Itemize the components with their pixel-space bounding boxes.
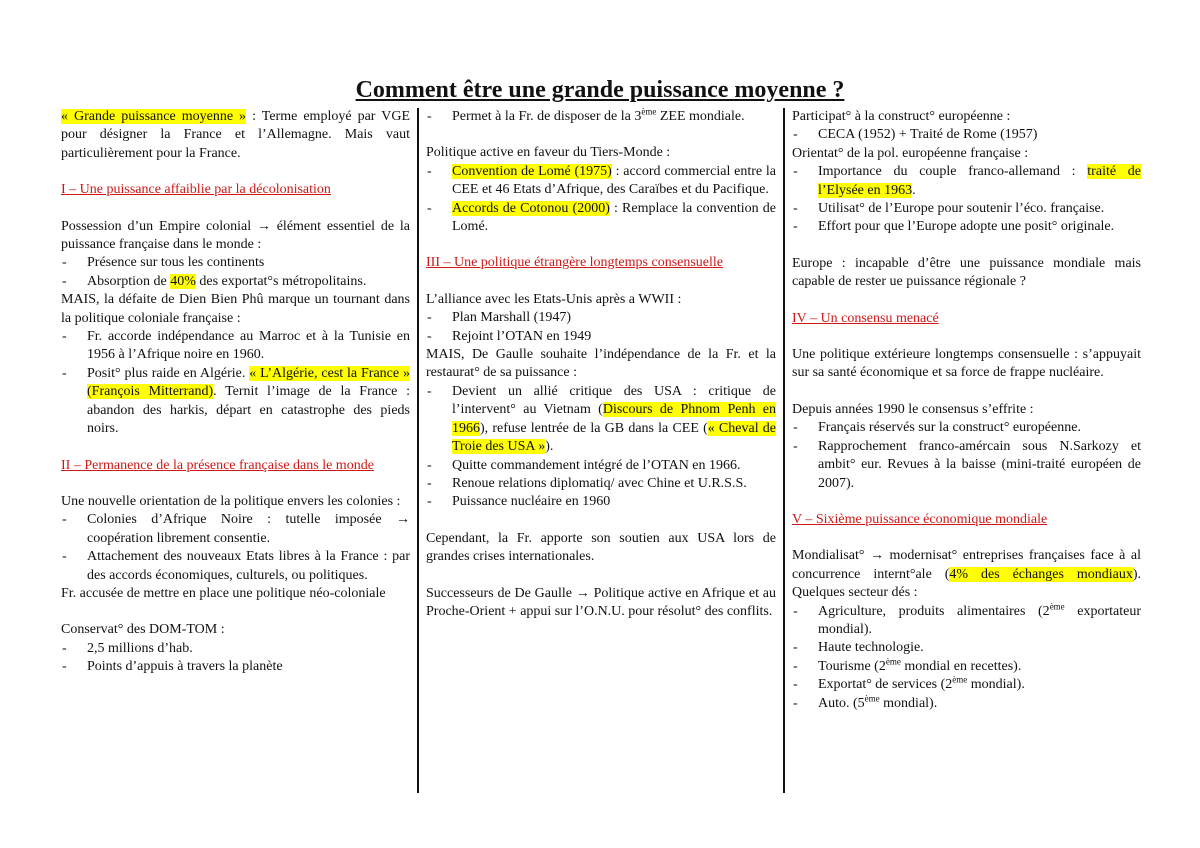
list-item: - Présence sur tous les continents [62, 255, 265, 271]
highlight-cheval-de-troie: « Cheval de Troie des USA » [452, 420, 776, 455]
list-item: - Plan Marshall (1947) [427, 310, 571, 326]
list-item: - Attachement des nouveaux Etats libres à la France : par des accords économiques, culturels, ou politiques. [62, 549, 410, 583]
list-item: - Haute technologie. [793, 640, 924, 656]
list-tiers-monde [426, 163, 776, 237]
list-item: - Tourisme (2ème mondial en recettes). [793, 656, 1022, 674]
section-heading-4: IV – Un consensu menacé [792, 310, 939, 326]
list-item: - 2,5 millions d’hab. [62, 640, 193, 656]
list-zee [426, 108, 776, 126]
highlight-echanges: 4% des échanges mondiaux [949, 566, 1133, 582]
list-item: - Permet à la Fr. de disposer de la 3ème ZEE mondiale. [427, 106, 745, 124]
list-item: - Devient un allié critique des USA : critique de l’intervent° au Vietnam (Discours de Phnom Penh en 1966), refuse lentrée de la GB dans la CEE (« Cheval de Troie des USA »). [427, 383, 776, 455]
paragraph-successeurs: Successeurs de De Gaulle → Politique active en Afrique et au Proche-Orient + appui sur l’O.N.U. pour résolut° des conflits. [426, 585, 776, 619]
list-item: - Convention de Lomé (1975) : accord commercial entre la CEE et 46 Etats d’Afrique, des Caraïbes et du Pacifique. [427, 163, 776, 198]
column-middle [426, 108, 776, 621]
paragraph-empire: Possession d’un Empire colonial → élément essentiel de la puissance française dans le monde : [61, 218, 410, 253]
list-item: - Français réservés sur la construct° européenne. [793, 420, 1081, 436]
list-item: - Utilisat° de l’Europe pour soutenir l’éco. française. [793, 201, 1105, 217]
paragraph-orientation: Une nouvelle orientation de la politique envers les colonies : [61, 493, 401, 509]
section-heading-5: V – Sixième puissance économique mondiale [792, 511, 1048, 527]
list-item: - Exportat° de services (2ème mondial). [793, 674, 1025, 693]
highlight-phnom-penh: Discours de Phnom Penh en 1966 [452, 402, 776, 436]
list-item: - Renoue relations diplomatiq/ avec Chine et U.R.S.S. [427, 475, 747, 491]
list-consensus [792, 419, 1141, 493]
list-item: - Rejoint l’OTAN en 1949 [427, 328, 592, 344]
page-title: Comment être une grande puissance moyenne ? [355, 77, 845, 103]
column-right [792, 108, 1141, 713]
highlight-lome: Convention de Lomé (1975) [452, 163, 612, 179]
paragraph-mondialisation: Mondialisat° → modernisat° entreprises françaises face à al concurrence internt°ale (4% des échanges mondiaux). Quelques secteur dés : [792, 548, 1141, 601]
list-item: - CECA (1952) + Traité de Rome (1957) [793, 127, 1038, 143]
list-decolonisation [61, 328, 410, 438]
list-empire [61, 254, 410, 291]
paragraph-depuis: Depuis années 1990 le consensus s’effrite : [792, 401, 1034, 417]
list-item: - Colonies d’Afrique Noire : tutelle imposée → coopération librement consentie. [62, 512, 410, 546]
list-item: - Agriculture, produits alimentaires (2ème exportateur mondial). [793, 600, 1141, 637]
highlight-40pct: 40% [170, 273, 196, 289]
list-participation [792, 126, 1141, 144]
paragraph-participation: Participat° à la construct° européenne : [792, 109, 1011, 124]
column-left [61, 108, 410, 677]
list-de-gaulle [426, 383, 776, 512]
list-item: - Rapprochement franco-amércain sous N.Sarkozy et ambit° eur. Revues à la baisse (mini-traité européen de 2007). [793, 438, 1141, 491]
paragraph-mais: MAIS, la défaite de Dien Bien Phû marque un tournant dans la politique coloniale française : [61, 292, 410, 326]
list-item: - Effort pour que l’Europe adopte une posit° originale. [793, 219, 1115, 235]
list-domtom [61, 640, 410, 677]
paragraph-alliance: L’alliance avec les Etats-Unis après a WWII : [426, 291, 682, 307]
list-item: - Quitte commandement intégré de l’OTAN en 1966. [427, 457, 741, 473]
section-heading-3: III – Une politique étrangère longtemps consensuelle [426, 255, 724, 271]
list-item: - Fr. accorde indépendance au Marroc et à la Tunisie en 1956 à l’Afrique noire en 1960. [62, 329, 410, 363]
list-colonies [61, 511, 410, 585]
list-item: - Puissance nucléaire en 1960 [427, 494, 611, 510]
paragraph-politique: Une politique extérieure longtemps consensuelle : s’appuyait sur sa santé économique et sa force de frappe nucléaire. [792, 347, 1141, 381]
list-item: - Importance du couple franco-allemand : traité de l’Elysée en 1963. [793, 164, 1141, 198]
paragraph-tiers-monde: Politique active en faveur du Tiers-Monde : [426, 145, 671, 161]
paragraph-gpm: « Grande puissance moyenne » : Terme employé par VGE pour désigner la France et l’Allemagne. Mais vaut particulièrement pour la France. [61, 109, 410, 161]
paragraph-orientation-europe: Orientat° de la pol. européenne française : [792, 145, 1029, 161]
list-secteurs [792, 600, 1141, 713]
list-item: - Auto. (5ème mondial). [793, 692, 938, 711]
highlight-algerie: « L’Algérie, cest la France » (François Mitterrand) [87, 365, 410, 400]
list-item: - Posit° plus raide en Algérie. « L’Algérie, cest la France » (François Mitterrand). Ternit l’image de la France : abandon des harkis, départ en catastrophe des pieds noirs. [62, 365, 410, 437]
list-alliance [426, 309, 776, 346]
list-item: - Absorption de 40% des exportat°s métropolitains. [62, 273, 367, 289]
column-divider-1 [417, 108, 419, 793]
list-item: - Accords de Cotonou (2000) : Remplace la convention de Lomé. [427, 200, 776, 235]
paragraph-de-gaulle: MAIS, De Gaulle souhaite l’indépendance de la Fr. et la restaurat° de sa puissance : [426, 347, 776, 381]
section-heading-2: II – Permanence de la présence française dans le monde [61, 457, 374, 473]
paragraph-domtom: Conservat° des DOM-TOM : [61, 622, 225, 638]
highlight-gpm: « Grande puissance moyenne » [61, 109, 247, 124]
section-heading-1: I – Une puissance affaiblie par la décolonisation [61, 182, 331, 198]
column-divider-2 [783, 108, 785, 793]
paragraph-europe: Europe : incapable d’être une puissance mondiale mais capable de rester ue puissance régionale ? [792, 255, 1141, 290]
paragraph-neocolonial: Fr. accusée de mettre en place une politique néo-coloniale [61, 585, 386, 601]
highlight-cotonou: Accords de Cotonou (2000) [452, 200, 610, 216]
paragraph-cependant: Cependant, la Fr. apporte son soutien aux USA lors de grandes crises internationales. [426, 530, 776, 565]
list-item: - Points d’appuis à travers la planète [62, 659, 283, 675]
highlight-elysee: traité de l’Elysée en 1963 [818, 164, 1141, 198]
list-orientation-europe [792, 163, 1141, 237]
